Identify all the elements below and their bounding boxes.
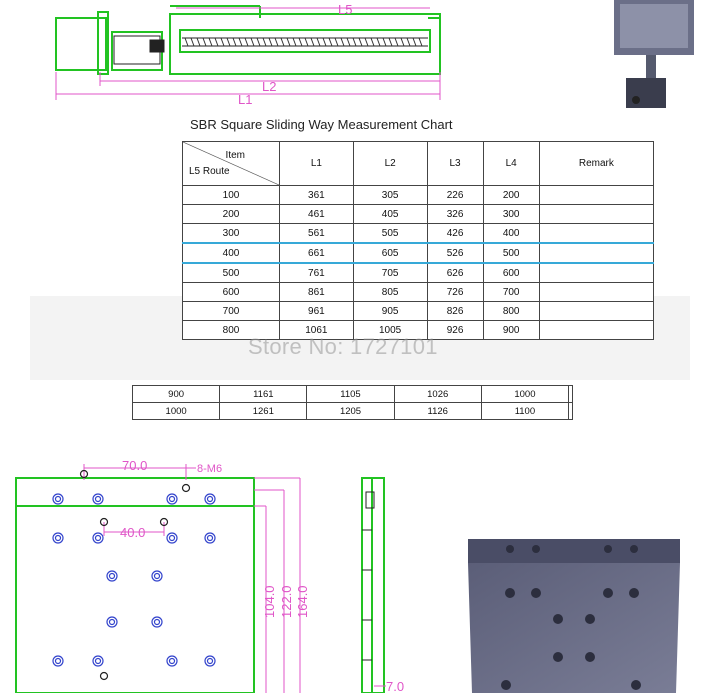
table-cell: 1161 — [220, 386, 307, 403]
table-cell — [539, 205, 653, 224]
table-cell — [569, 403, 573, 420]
table-cell: 600 — [183, 283, 280, 302]
dim-l2: L2 — [262, 79, 277, 94]
table-cell — [539, 283, 653, 302]
header-l1: L1 — [280, 142, 354, 186]
table-cell: 1261 — [220, 403, 307, 420]
table-cell: 1205 — [307, 403, 394, 420]
table-cell — [539, 302, 653, 321]
plate-drawing — [0, 440, 460, 693]
table-row — [183, 224, 654, 244]
table-cell: 600 — [483, 263, 539, 283]
table-cell: 1105 — [307, 386, 394, 403]
table-row — [183, 205, 654, 224]
table-cell: 900 — [483, 321, 539, 340]
table-cell: 961 — [280, 302, 354, 321]
header-l2: L2 — [353, 142, 427, 186]
table-cell: 1000 — [481, 386, 568, 403]
table-cell: 726 — [427, 283, 483, 302]
chart-title: SBR Square Sliding Way Measurement Chart — [190, 117, 453, 132]
header-route-label: L5 Route — [189, 166, 230, 177]
table-cell: 661 — [280, 243, 354, 263]
table-cell: 1005 — [353, 321, 427, 340]
table-cell: 761 — [280, 263, 354, 283]
table-row — [183, 302, 654, 321]
table-cell: 400 — [183, 243, 280, 263]
table-cell: 700 — [183, 302, 280, 321]
table-row — [183, 283, 654, 302]
table-cell: 500 — [183, 263, 280, 283]
table-cell: 405 — [353, 205, 427, 224]
table-cell: 926 — [427, 321, 483, 340]
dim-122: 122.0 — [279, 585, 294, 618]
extra-measurement-table — [132, 385, 573, 420]
dim-164: 164.0 — [295, 585, 310, 618]
table-cell: 861 — [280, 283, 354, 302]
table-cell — [569, 386, 573, 403]
table-cell: 1026 — [394, 386, 481, 403]
dim-holes: 8-M6 — [197, 463, 223, 475]
table-cell: 905 — [353, 302, 427, 321]
header-remark: Remark — [539, 142, 653, 186]
dim-70: 70.0 — [122, 458, 148, 473]
top-slide-drawing — [0, 0, 450, 108]
table-cell — [539, 186, 653, 205]
table-cell: 805 — [353, 283, 427, 302]
header-l3: L3 — [427, 142, 483, 186]
table-cell: 800 — [483, 302, 539, 321]
header-corner-cell — [183, 142, 280, 186]
table-cell: 500 — [483, 243, 539, 263]
table-row-highlighted — [183, 243, 654, 263]
table-row — [133, 386, 573, 403]
dim-104: 104.0 — [262, 585, 277, 618]
product-photo-plate — [466, 535, 686, 693]
table-cell: 826 — [427, 302, 483, 321]
table-cell — [539, 243, 653, 263]
store-watermark: Store No: 1727101 — [248, 334, 438, 359]
table-cell: 1061 — [280, 321, 354, 340]
table-header-row — [183, 142, 654, 186]
table-cell — [539, 224, 653, 244]
table-cell: 300 — [483, 205, 539, 224]
table-cell: 626 — [427, 263, 483, 283]
table-cell: 426 — [427, 224, 483, 244]
table-cell: 461 — [280, 205, 354, 224]
product-photo-top — [600, 0, 710, 118]
table-cell: 400 — [483, 224, 539, 244]
table-row — [183, 186, 654, 205]
table-cell: 100 — [183, 186, 280, 205]
table-cell: 526 — [427, 243, 483, 263]
table-cell: 200 — [483, 186, 539, 205]
table-cell: 226 — [427, 186, 483, 205]
header-item-label: Item — [225, 150, 245, 161]
table-cell: 705 — [353, 263, 427, 283]
table-cell: 300 — [183, 224, 280, 244]
measurement-table — [182, 141, 654, 340]
table-cell: 900 — [133, 386, 220, 403]
table-row — [183, 263, 654, 283]
table-cell: 605 — [353, 243, 427, 263]
table-cell: 1126 — [394, 403, 481, 420]
table-cell: 1000 — [133, 403, 220, 420]
table-cell: 561 — [280, 224, 354, 244]
table-cell: 800 — [183, 321, 280, 340]
table-cell: 200 — [183, 205, 280, 224]
dim-7: 7.0 — [386, 679, 405, 693]
header-l4: L4 — [483, 142, 539, 186]
table-cell: 700 — [483, 283, 539, 302]
table-cell — [539, 263, 653, 283]
table-cell — [539, 321, 653, 340]
dim-l1: L1 — [238, 92, 253, 107]
dim-l5: L5 — [338, 2, 353, 17]
table-cell: 361 — [280, 186, 354, 205]
dim-40: 40.0 — [120, 525, 146, 540]
table-cell: 1100 — [481, 403, 568, 420]
table-cell: 326 — [427, 205, 483, 224]
table-cell: 505 — [353, 224, 427, 244]
table-row — [133, 403, 573, 420]
table-cell: 305 — [353, 186, 427, 205]
